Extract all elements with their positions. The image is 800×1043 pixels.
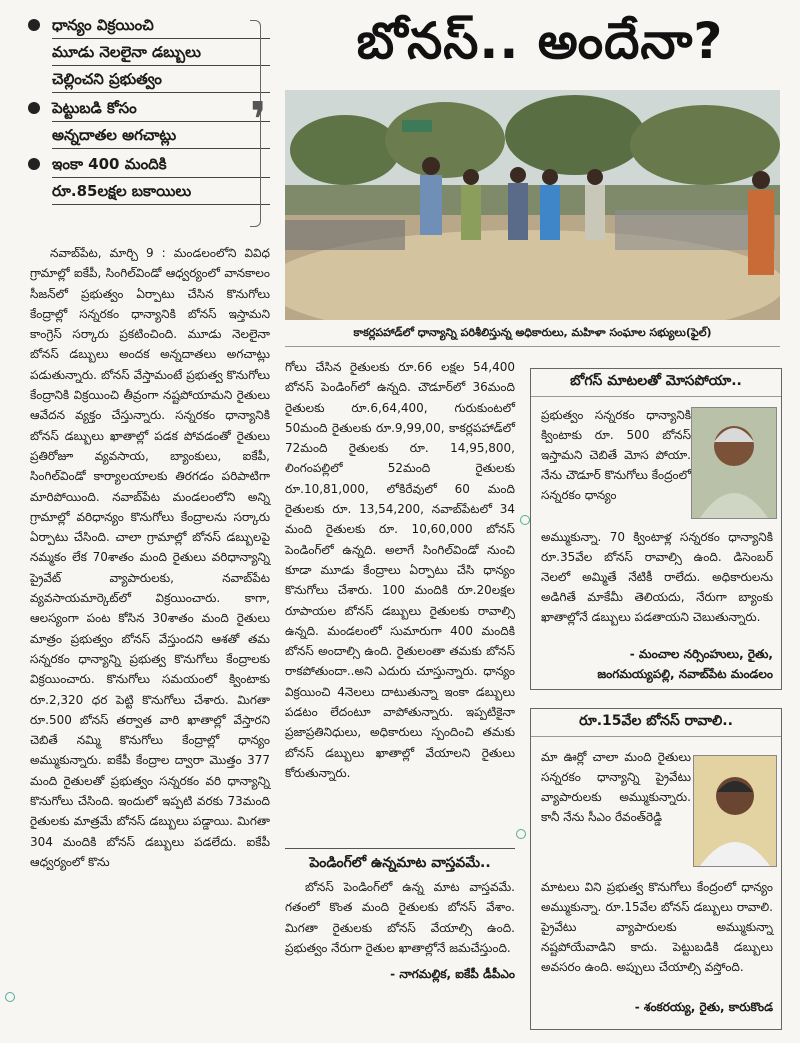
bullet-item [24, 95, 270, 149]
farmer-quote-box-1 [530, 368, 782, 690]
column-marker-icon [516, 829, 526, 839]
quote-box-heading: బోగస్‌ మాటలతో మోసపోయా.. [531, 369, 781, 397]
pending-section-signature: - నాగమల్లిక, ఐకేపీ డీపీఎం [390, 967, 515, 982]
bullet-dot-icon [28, 19, 40, 31]
pending-section [285, 848, 515, 874]
article-middle-column [285, 357, 515, 783]
quote-text-narrow: ప్రభుత్వం సన్నరకం ధాన్యానికి క్వింటాకు రూ. 500 బోనస్‌ ఇస్తామని చెబితే మోస పోయా. నేను చౌడూర్‌ కొనుగోలు కేంద్రంలో సన్నరకం ధాన్యం [541, 408, 691, 502]
quote-signature-line2: జంగమయ్యపల్లి, నవాబ్‌పేట మండలం [597, 667, 773, 681]
article-paragraph: నవాబ్‌పేట, మార్చి 9 : మండలంలోని వివిధ గ్రామాల్లో ఐకేపీ, సింగిల్‌విండో ఆధ్వర్యంలో వానకాలం సీజన్‌లో ప్రభుత్వం ఏర్పాటు చేసిన కొనుగోలు కేంద్రాల్లో సన్నరకం ధాన్యానికి బోనస్‌ ఇస్తామని కాంగ్రెస్‌ సర్కారు ప్రకటించింది. మూడు నెలలైనా బోనస్‌ డబ్బులు అందక అన్నదాతలు అగచాట్లు పడుతున్నారు. బోనస్‌ వేస్తామంటే ప్రభుత్వ కొనుగోలు కేంద్రానికి విక్రయించి తీవ్రంగా నష్టపోయామని రైతులు ఆవేదన వ్యక్తం చేస్తున్నారు. సన్నరకం ధాన్యానికి బోనస్‌ డబ్బులు ఖాతాల్లో పడక పోవడంతో రైతులు ప్రతిరోజూ వ్యవసాయ, బ్యాంకులు, ఐకేపీ, సింగిల్‌విండో కార్యాలయాలకు తిరగడం పరిపాటిగా మారిపోయింది. నవాబ్‌పేట మండలంలోని అన్ని గ్రామాల్లో వరిధాన్యం కొనుగోలు కేంద్రాలను సర్కారు ఏర్పాటు చేసింది. చాలా గ్రామాల్లో బోనస్‌ డబ్బులపై నమ్మకం లేక 70శాతం మంది రైతులు వరిధాన్యాన్ని ప్రైవేట్‌ వ్యాపారులకు, నవాబ్‌పేట వ్యవసాయమార్కెట్‌లో విక్రయించారు. కాగా, ఆలస్యంగా పంట కోసిన 30శాతం మంది రైతులు మాత్రం ప్రభుత్వం బోనస్‌ వేస్తుందని ఆశతో తమ సన్నరకం ధాన్యాన్ని ప్రభుత్వ కొనుగోలు కేంద్రాలకు విక్రయించారు. కొనుగోలు సమయంలో క్వింటాకు రూ.2,320 ధర పెట్టి కొనుగోలు చేశారు. మిగతా రూ.500 బోనస్‌ తర్వాత వారి ఖాతాల్లో వేస్తారని చెబితే నమ్మి కొనుగోలు కేంద్రాల్లో ధాన్యం అమ్ముకున్నారు. ఐకేపీ కేంద్రాల ద్వారా మొత్తం 377 మంది రైతులతో ప్రభుత్వం సన్నరకం వరి ధాన్యాన్ని కొనుగోలు చేసింది. ఇందులో ఇప్పటి వరకు 73మంది రైతులకు మాత్రమే బోనస్‌ డబ్బులు పడ్డాయి. మిగతా 304 మందికి బోనస్‌ డబ్బులు పడలేదు. ఐకేపీ ఆధ్వర్యంలో కొను [30, 246, 270, 869]
bullet-line: ఇంకా 400 మందికి [52, 151, 270, 178]
farmer-quote-box-2 [530, 708, 782, 1030]
farmer-portrait-image [693, 755, 777, 867]
field-scene-image [285, 90, 780, 320]
column-marker-icon [520, 515, 530, 525]
pending-section-text: బోనస్‌ పెండింగ్‌లో ఉన్న మాట వాస్తవమే. గతంలో కొంత మంది రైతులకు బోనస్‌ వేశాం. మిగతా రైతులకు బోనస్‌ వేయాల్సి ఉంది. ప్రభుత్వం నేరుగా రైతుల ఖాతాల్లోనే జమచేస్తుంది. [285, 880, 515, 955]
pending-section-body [285, 877, 515, 984]
quote-text-wide: మాటలు విని ప్రభుత్వ కొనుగోలు కేంద్రంలో ధాన్యం అమ్ముకున్నా. రూ.15వేల బోనస్‌ డబ్బులు రావాలి. ప్రైవేటు వ్యాపారులకు అమ్ముకున్నా నష్టపోయేవాడిని కాదు. పెట్టుబడికి డబ్బులు అవసరం ఉంది. అప్పులు చేయాల్సి వస్తోంది. [541, 880, 773, 974]
bullet-item [24, 151, 270, 205]
quote-signature-line1: - మంచాల నర్సింహులు, రైతు, [629, 647, 773, 661]
bullet-dot-icon [28, 102, 40, 114]
headline: బోనస్‌.. అందేనా? [356, 12, 724, 70]
pending-section-heading: పెండింగ్‌లో ఉన్నమాట వాస్తవమే.. [309, 855, 491, 871]
quote-text-narrow: మా ఊర్లో చాలా మంది రైతులు సన్నరకం ధాన్యాన్ని ప్రైవేటు వ్యాపారులకు అమ్ముకున్నారు. కానీ నేను సీఎం రేవంత్‌రెడ్డి [541, 750, 691, 824]
bullet-line: ధాన్యం విక్రయించి [52, 12, 270, 39]
column-marker-icon [5, 992, 15, 1002]
article-paragraph: గోలు చేసిన రైతులకు రూ.66 లక్షల 54,400 బోనస్‌ పెండింగ్‌లో ఉన్నది. చౌడూర్‌లో 36మంది రైతులకు రూ.6,64,400, గురుకుంటలో 50మంది రైతులకు రూ.9,99,00, కాకర్లపహాడ్‌లో 72మంది రైతులకు రూ. 14,95,800, లింగంపల్లిలో 52మంది రైతులకు రూ.10,81,000, లోకిరేవులో 60 మంది రైతులకు రూ. 13,54,200, నవాబ్‌పేటలో 34 మంది రైతులకు రూ. 10,60,000 బోనస్‌ పెండింగ్‌లో ఉన్నది. అలాగే సింగిల్‌విండో నుంచి కూడా మూడు కేంద్రాలు ఏర్పాటు చేసి ధాన్యం కొనుగోలు చేశారు. 100 మందికి రూ.20లక్షల రూపాయల బోనస్‌ డబ్బులు రైతులకు రావాల్సి ఉన్నది. మండలంలో సుమారుగా 400 మందికి బోనస్‌ అందాల్సి ఉంది. రైతులంతా తమకు బోనస్‌ రాకపోతుందా..అని ఎదురు చూస్తున్నారు. ధాన్యం విక్రయించి 4నెలలు దాటుతున్నా ఇంకా డబ్బులు పడటం లేదంటూ వాపోతున్నారు. ఇప్పటికైనా ప్రజాప్రతినిధులు, అధికారులు స్పందించి తమకు బోనస్‌ డబ్బులు ఖాతాల్లో వేయాలని రైతులు కోరుతున్నారు. [285, 360, 515, 780]
bullet-dot-icon [28, 158, 40, 170]
photo-caption: కాకర్లపహాడ్‌లో ధాన్యాన్ని పరిశీలిస్తున్న అధికారులు, మహిళా సంఘాల సభ్యులు(ఫైల్‌) [285, 326, 780, 347]
bullet-item [24, 12, 270, 93]
bullet-line: మూడు నెలలైనా డబ్బులు [52, 39, 270, 66]
bullet-line: రూ.85లక్షల బకాయిలు [52, 178, 270, 205]
quote-signature: - శంకరయ్య, రైతు, కారుకొండ [634, 1000, 773, 1014]
article-left-column [30, 243, 270, 872]
main-photo [285, 90, 780, 320]
quote-box-heading: రూ.15వేల బోనస్‌ రావాలి.. [531, 709, 781, 737]
comma-ornament-icon: ❜ [250, 92, 267, 148]
farmer-portrait-image [691, 407, 777, 519]
highlight-bullets [24, 12, 270, 207]
bullet-line: పెట్టుబడి కోసం [52, 95, 270, 122]
bullet-line: అన్నదాతల అగచాట్లు [52, 122, 270, 149]
bullet-line: చెల్లించని ప్రభుత్వం [52, 66, 270, 93]
quote-text-wide: అమ్ముకున్నా. 70 క్వింటాళ్ల సన్నరకం ధాన్యానికి రూ.35వేల బోనస్‌ రావాల్సి ఉంది. డిసెంబర్‌ నెలలో అమ్మితే నేటికీ రాలేదు. అధికారులను అడిగితే మాకేమీ తెలియదు, నేరుగా బ్యాంకు ఖాతాల్లోనే డబ్బులు పడతాయని చెబుతున్నారు. [541, 530, 773, 624]
